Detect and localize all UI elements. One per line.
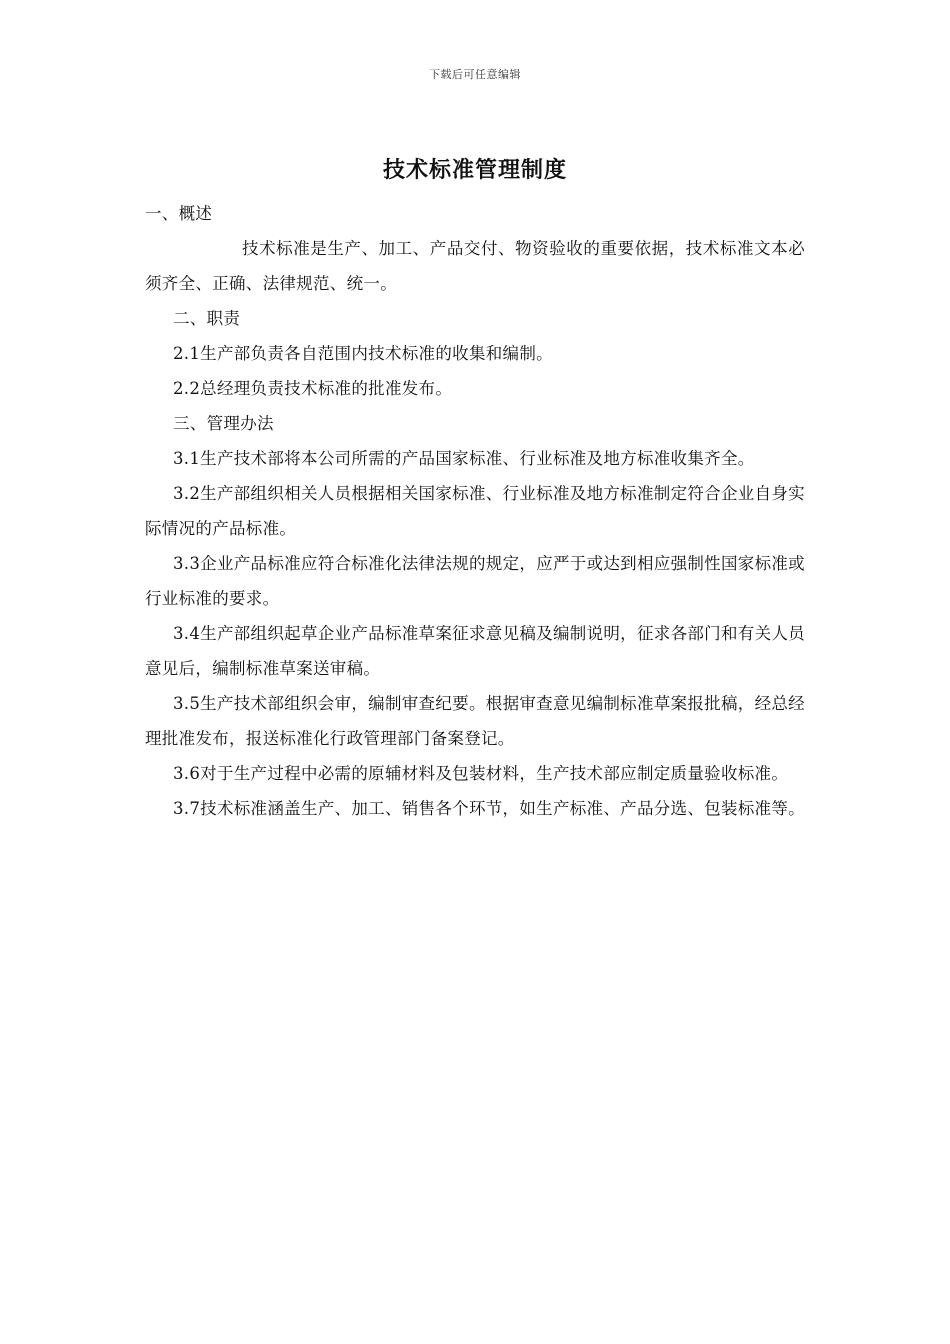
section-heading-management: 三、管理办法 — [173, 414, 274, 433]
section-heading-duties: 二、职责 — [173, 309, 241, 328]
paragraph-overview: 技术标准是生产、加工、产品交付、物资验收的重要依据，技术标准文本必须齐全、正确、法律规范、统一。 — [145, 239, 805, 293]
section-heading-overview: 一、概述 — [145, 204, 213, 223]
paragraph-3-4: 3.4生产部组织起草企业产品标准草案征求意见稿及编制说明，征求各部门和有关人员意见后，编制标准草案送审稿。 — [145, 624, 805, 678]
document-body — [145, 196, 805, 826]
paragraph-3-5: 3.5生产技术部组织会审，编制审查纪要。根据审查意见编制标准草案报批稿，经总经理批准发布，报送标准化行政管理部门备案登记。 — [145, 694, 805, 748]
paragraph-3-1: 3.1生产技术部将本公司所需的产品国家标准、行业标准及地方标准收集齐全。 — [173, 449, 755, 468]
paragraph-3-3: 3.3企业产品标准应符合标准化法律法规的规定，应严于或达到相应强制性国家标准或行业标准的要求。 — [145, 554, 805, 608]
paragraph-3-2: 3.2生产部组织相关人员根据相关国家标准、行业标准及地方标准制定符合企业自身实际情况的产品标准。 — [145, 484, 805, 538]
paragraph-3-6: 3.6对于生产过程中必需的原辅材料及包装材料，生产技术部应制定质量验收标准。 — [173, 764, 789, 783]
page-header-note: 下载后可任意编辑 — [429, 68, 521, 81]
paragraph-2-1: 2.1生产部负责各自范围内技术标准的收集和编制。 — [173, 344, 553, 363]
paragraph-3-7: 3.7技术标准涵盖生产、加工、销售各个环节，如生产标准、产品分选、包装标准等。 — [173, 799, 805, 818]
paragraph-2-2: 2.2总经理负责技术标准的批准发布。 — [173, 379, 453, 398]
document-title: 技术标准管理制度 — [382, 158, 567, 183]
